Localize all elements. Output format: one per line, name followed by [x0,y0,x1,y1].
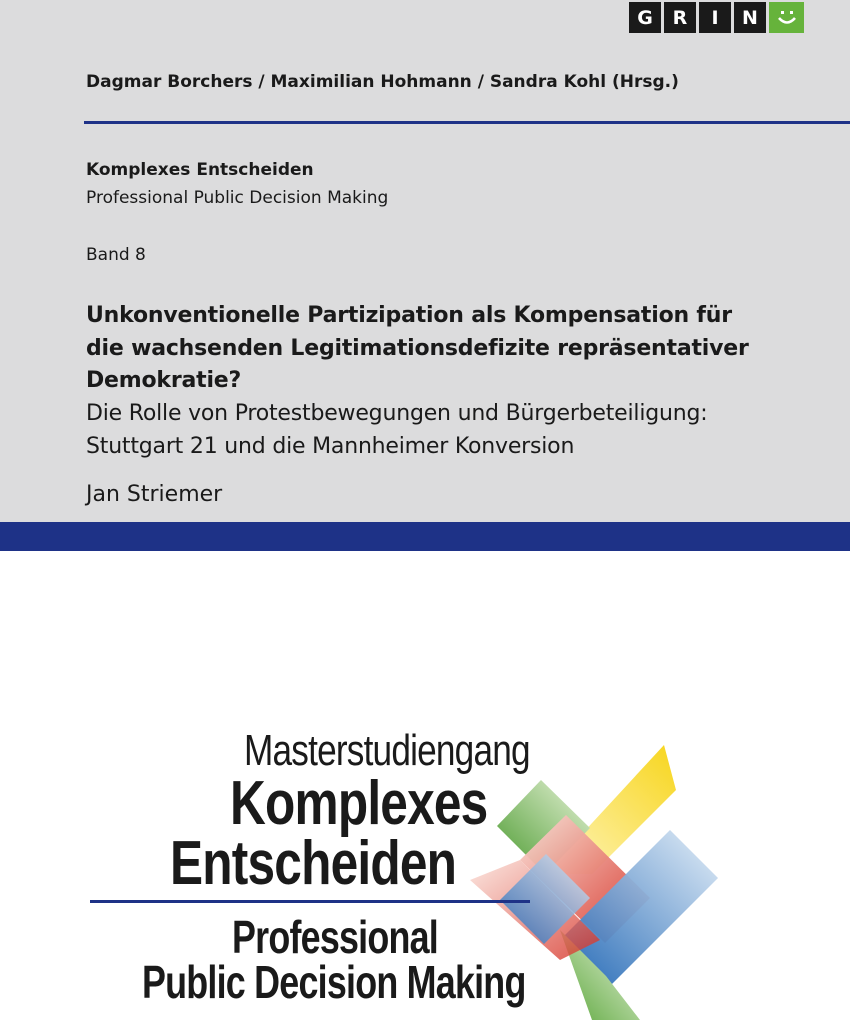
grin-letter-r: R [664,2,696,33]
header-rule [84,121,850,124]
editors-line: Dagmar Borchers / Maximilian Hohmann / Sandra Kohl (Hrsg.) [86,72,679,92]
logo-rule [90,900,530,903]
logo-line-entscheiden: Entscheiden [170,829,457,898]
cover-blue-band [0,522,850,551]
book-author: Jan Striemer [86,482,223,507]
logo-line-public-decision-making: Public Decision Making [142,956,526,1008]
logo-line-komplexes: Komplexes [230,769,488,838]
series-title: Komplexes Entscheiden [86,160,314,180]
grin-letter-n: N [734,2,766,33]
book-title-line: die wachsenden Legitimationsdefizite repräsentativer [86,335,749,361]
grin-letter-i: I [699,2,731,33]
series-volume: Band 8 [86,245,146,265]
logo-line-masterstudiengang: Masterstudiengang [244,726,530,775]
logo-line-professional: Professional [232,911,438,963]
series-subtitle: Professional Public Decision Making [86,188,389,208]
grin-logo [629,2,804,33]
book-title-line: Demokratie? [86,368,242,393]
book-title-line: Unkonventionelle Partizipation als Kompensation für [86,303,732,328]
knot-logo-graphic [0,560,850,1024]
smile-icon [769,2,804,33]
book-subtitle-line: Die Rolle von Protestbewegungen und Bürgerbeteiligung: [86,401,708,426]
book-subtitle [86,398,826,463]
book-title [86,300,826,398]
book-subtitle-line: Stuttgart 21 und die Mannheimer Konversion [86,433,575,459]
grin-letter-g: G [629,2,661,33]
